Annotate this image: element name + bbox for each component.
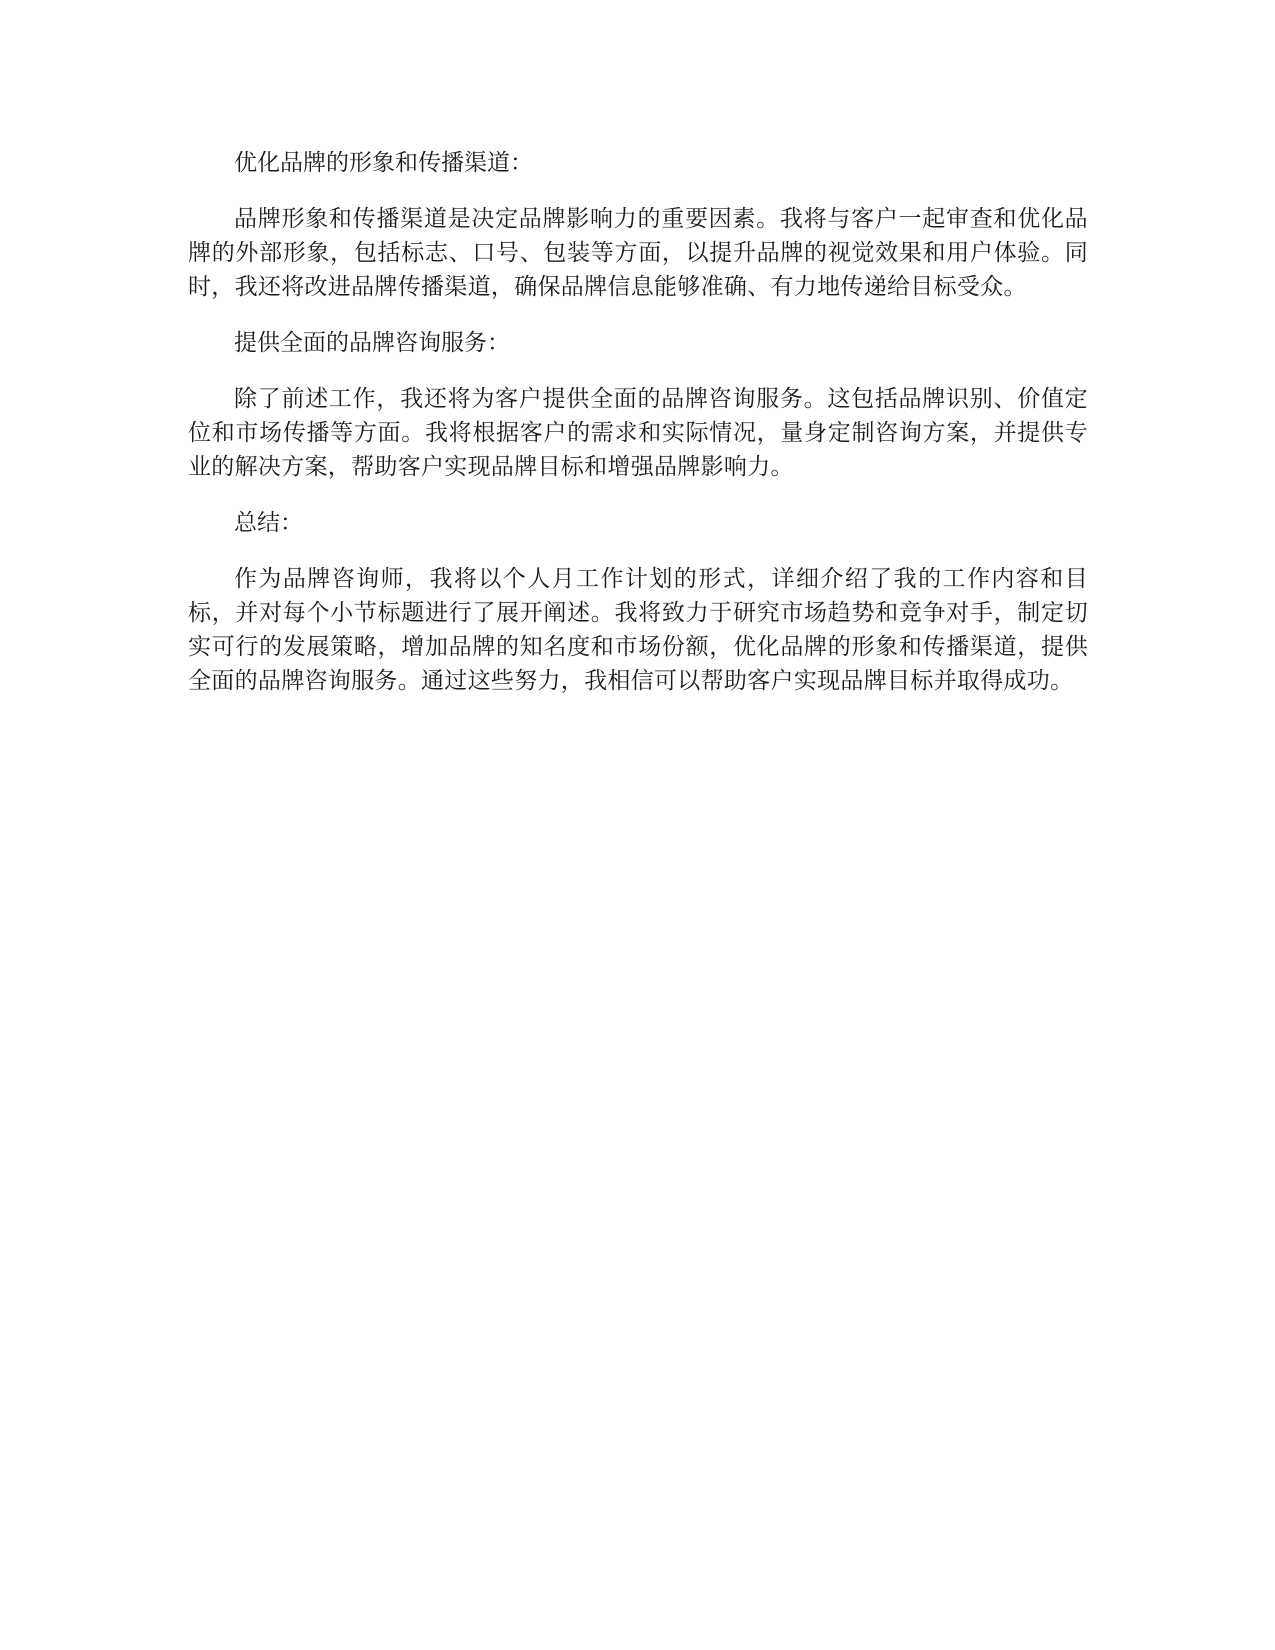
section-heading-consulting-services: 提供全面的品牌咨询服务： xyxy=(234,330,510,356)
section-paragraph-summary: 作为品牌咨询师，我将以个人月工作计划的形式，详细介绍了我的工作内容和目标，并对每个小节标题进行了展开阐述。我将致力于研究市场趋势和竞争对手，制定切实可行的发展策略，增加品牌的知名度和市场份额，优化品牌的形象和传播渠道，提供全面的品牌咨询服务。通过这些努力，我相信可以帮助客户实现品牌目标并取得成功。 xyxy=(188,566,1088,694)
section-heading-summary: 总结： xyxy=(234,510,303,536)
section-paragraph-brand-image: 品牌形象和传播渠道是决定品牌影响力的重要因素。我将与客户一起审查和优化品牌的外部形象，包括标志、口号、包装等方面，以提升品牌的视觉效果和用户体验。同时，我还将改进品牌传播渠道，确保品牌信息能够准确、有力地传递给目标受众。 xyxy=(188,206,1088,300)
document-body xyxy=(188,146,1088,720)
section-paragraph-consulting-services: 除了前述工作，我还将为客户提供全面的品牌咨询服务。这包括品牌识别、价值定位和市场传播等方面。我将根据客户的需求和实际情况，量身定制咨询方案，并提供专业的解决方案，帮助客户实现品牌目标和增强品牌影响力。 xyxy=(188,386,1088,480)
section-heading-brand-image: 优化品牌的形象和传播渠道： xyxy=(234,150,533,176)
